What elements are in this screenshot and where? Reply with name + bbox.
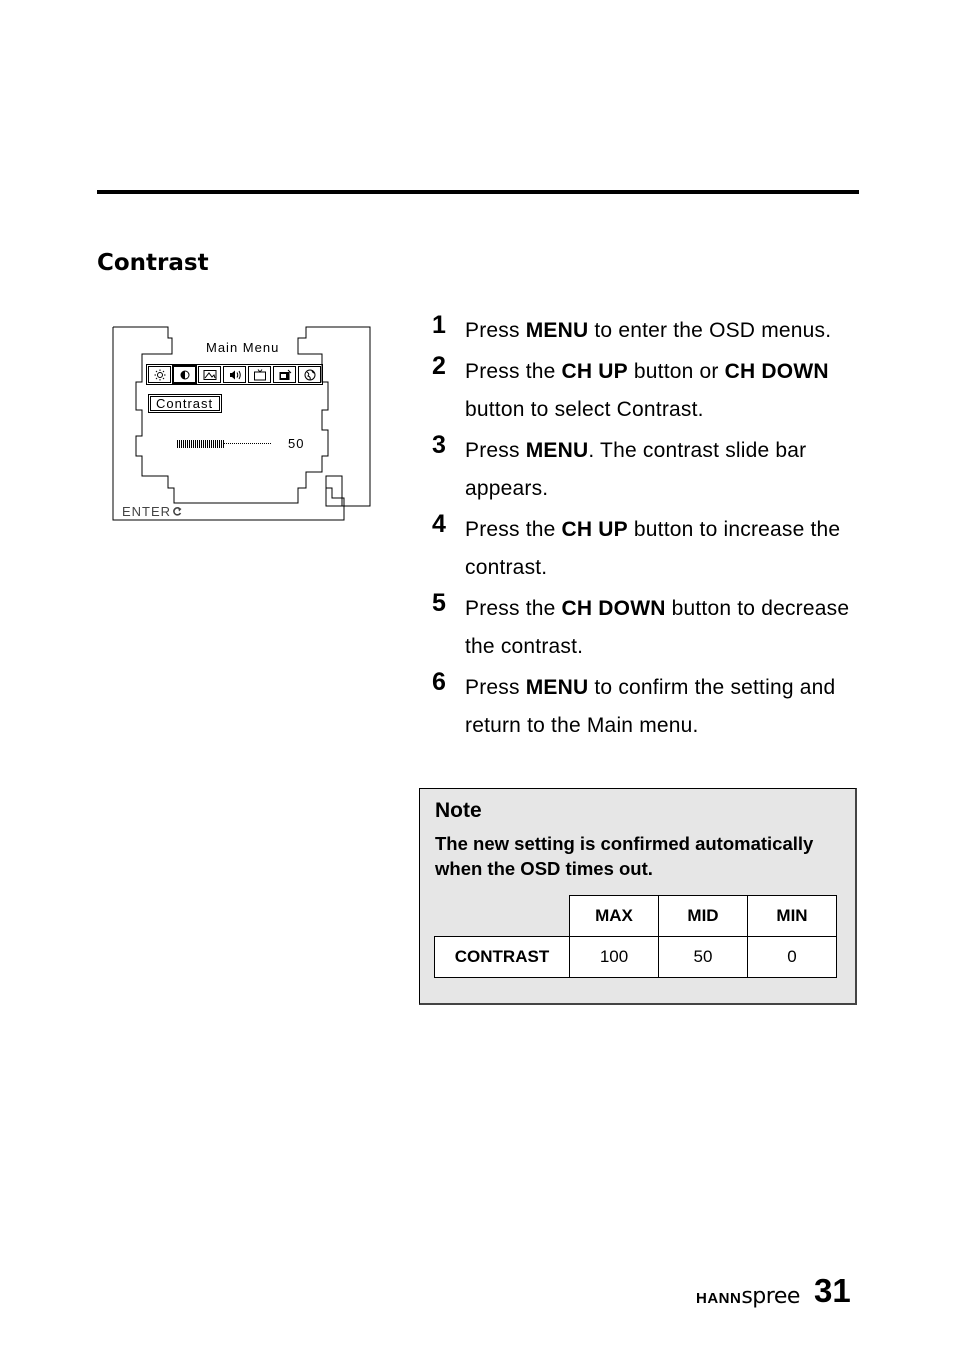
step-keyword: CH UP — [561, 360, 628, 383]
step-keyword: CH DOWN — [724, 360, 829, 383]
brand-logo-bold: HANN — [696, 1290, 742, 1307]
instruction-steps — [432, 312, 862, 748]
step-keyword: CH UP — [561, 518, 628, 541]
table-row-label: CONTRAST — [435, 937, 570, 978]
picture-icon — [198, 366, 221, 383]
table-corner-cell — [435, 896, 570, 937]
step-number: 3 — [432, 431, 447, 459]
step-keyword: MENU — [525, 676, 589, 699]
osd-menu-title: Main Menu — [206, 340, 280, 355]
tv-icon — [248, 366, 271, 383]
table-row — [435, 937, 837, 978]
step-keyword: CH DOWN — [561, 597, 666, 620]
osd-slider-track — [224, 443, 271, 445]
step-text: button to increase the contrast. — [465, 518, 841, 579]
list-item — [432, 432, 862, 508]
brand-logo-light: spree — [741, 1284, 800, 1309]
osd-frame — [112, 326, 374, 522]
brightness-icon — [148, 366, 171, 383]
step-text: button to select Contrast. — [465, 398, 704, 421]
table-header-mid: MID — [659, 896, 748, 937]
contrast-icon — [173, 366, 196, 383]
table-header-max: MAX — [570, 896, 659, 937]
step-text: Press the — [465, 518, 562, 541]
step-number: 5 — [432, 589, 447, 617]
audio-icon — [223, 366, 246, 383]
step-text: Press — [465, 439, 526, 462]
step-number: 2 — [432, 352, 447, 380]
header-rule — [97, 190, 859, 194]
list-item — [432, 312, 862, 350]
osd-contrast-slider — [177, 440, 271, 448]
table-header-row — [435, 896, 837, 937]
step-keyword: MENU — [525, 319, 589, 342]
step-text: . The contrast slide bar appears. — [465, 439, 807, 500]
osd-selected-label: Contrast — [148, 394, 222, 413]
list-item — [432, 511, 862, 587]
step-text: to confirm the setting and return to the Main menu. — [465, 676, 836, 737]
section-title: Contrast — [97, 250, 209, 276]
step-text: Press the — [465, 597, 562, 620]
brand-logo — [696, 1284, 800, 1309]
table-cell-max: 100 — [570, 937, 659, 978]
note-text: The new setting is confirmed automatically when the OSD times out. — [435, 833, 814, 879]
table-cell-mid: 50 — [659, 937, 748, 978]
osd-illustration — [112, 326, 374, 522]
step-text: Press — [465, 676, 526, 699]
list-item — [432, 669, 862, 745]
note-box — [419, 788, 857, 1005]
list-item — [432, 353, 862, 429]
step-number: 4 — [432, 510, 447, 538]
contrast-range-table — [434, 895, 837, 978]
osd-enter-text: ENTER — [122, 504, 172, 519]
enter-return-icon — [172, 506, 183, 517]
table-cell-min: 0 — [748, 937, 837, 978]
step-text: Press the — [465, 360, 562, 383]
language-icon — [298, 366, 321, 383]
osd-icon-bar — [146, 364, 323, 385]
note-title: Note — [435, 799, 482, 822]
step-text: Press — [465, 319, 526, 342]
step-text: button or — [627, 360, 725, 383]
step-text: button to decrease the contrast. — [465, 597, 850, 658]
osd-slider-value: 50 — [288, 436, 305, 451]
table-header-min: MIN — [748, 896, 837, 937]
step-number: 6 — [432, 668, 447, 696]
osd-enter-hint — [122, 504, 183, 519]
page-number: 31 — [814, 1272, 851, 1309]
step-text: to enter the OSD menus. — [588, 319, 832, 342]
list-item — [432, 590, 862, 666]
setup-icon — [273, 366, 296, 383]
step-number: 1 — [432, 311, 447, 339]
osd-slider-fill — [177, 440, 224, 448]
step-keyword: MENU — [525, 439, 589, 462]
